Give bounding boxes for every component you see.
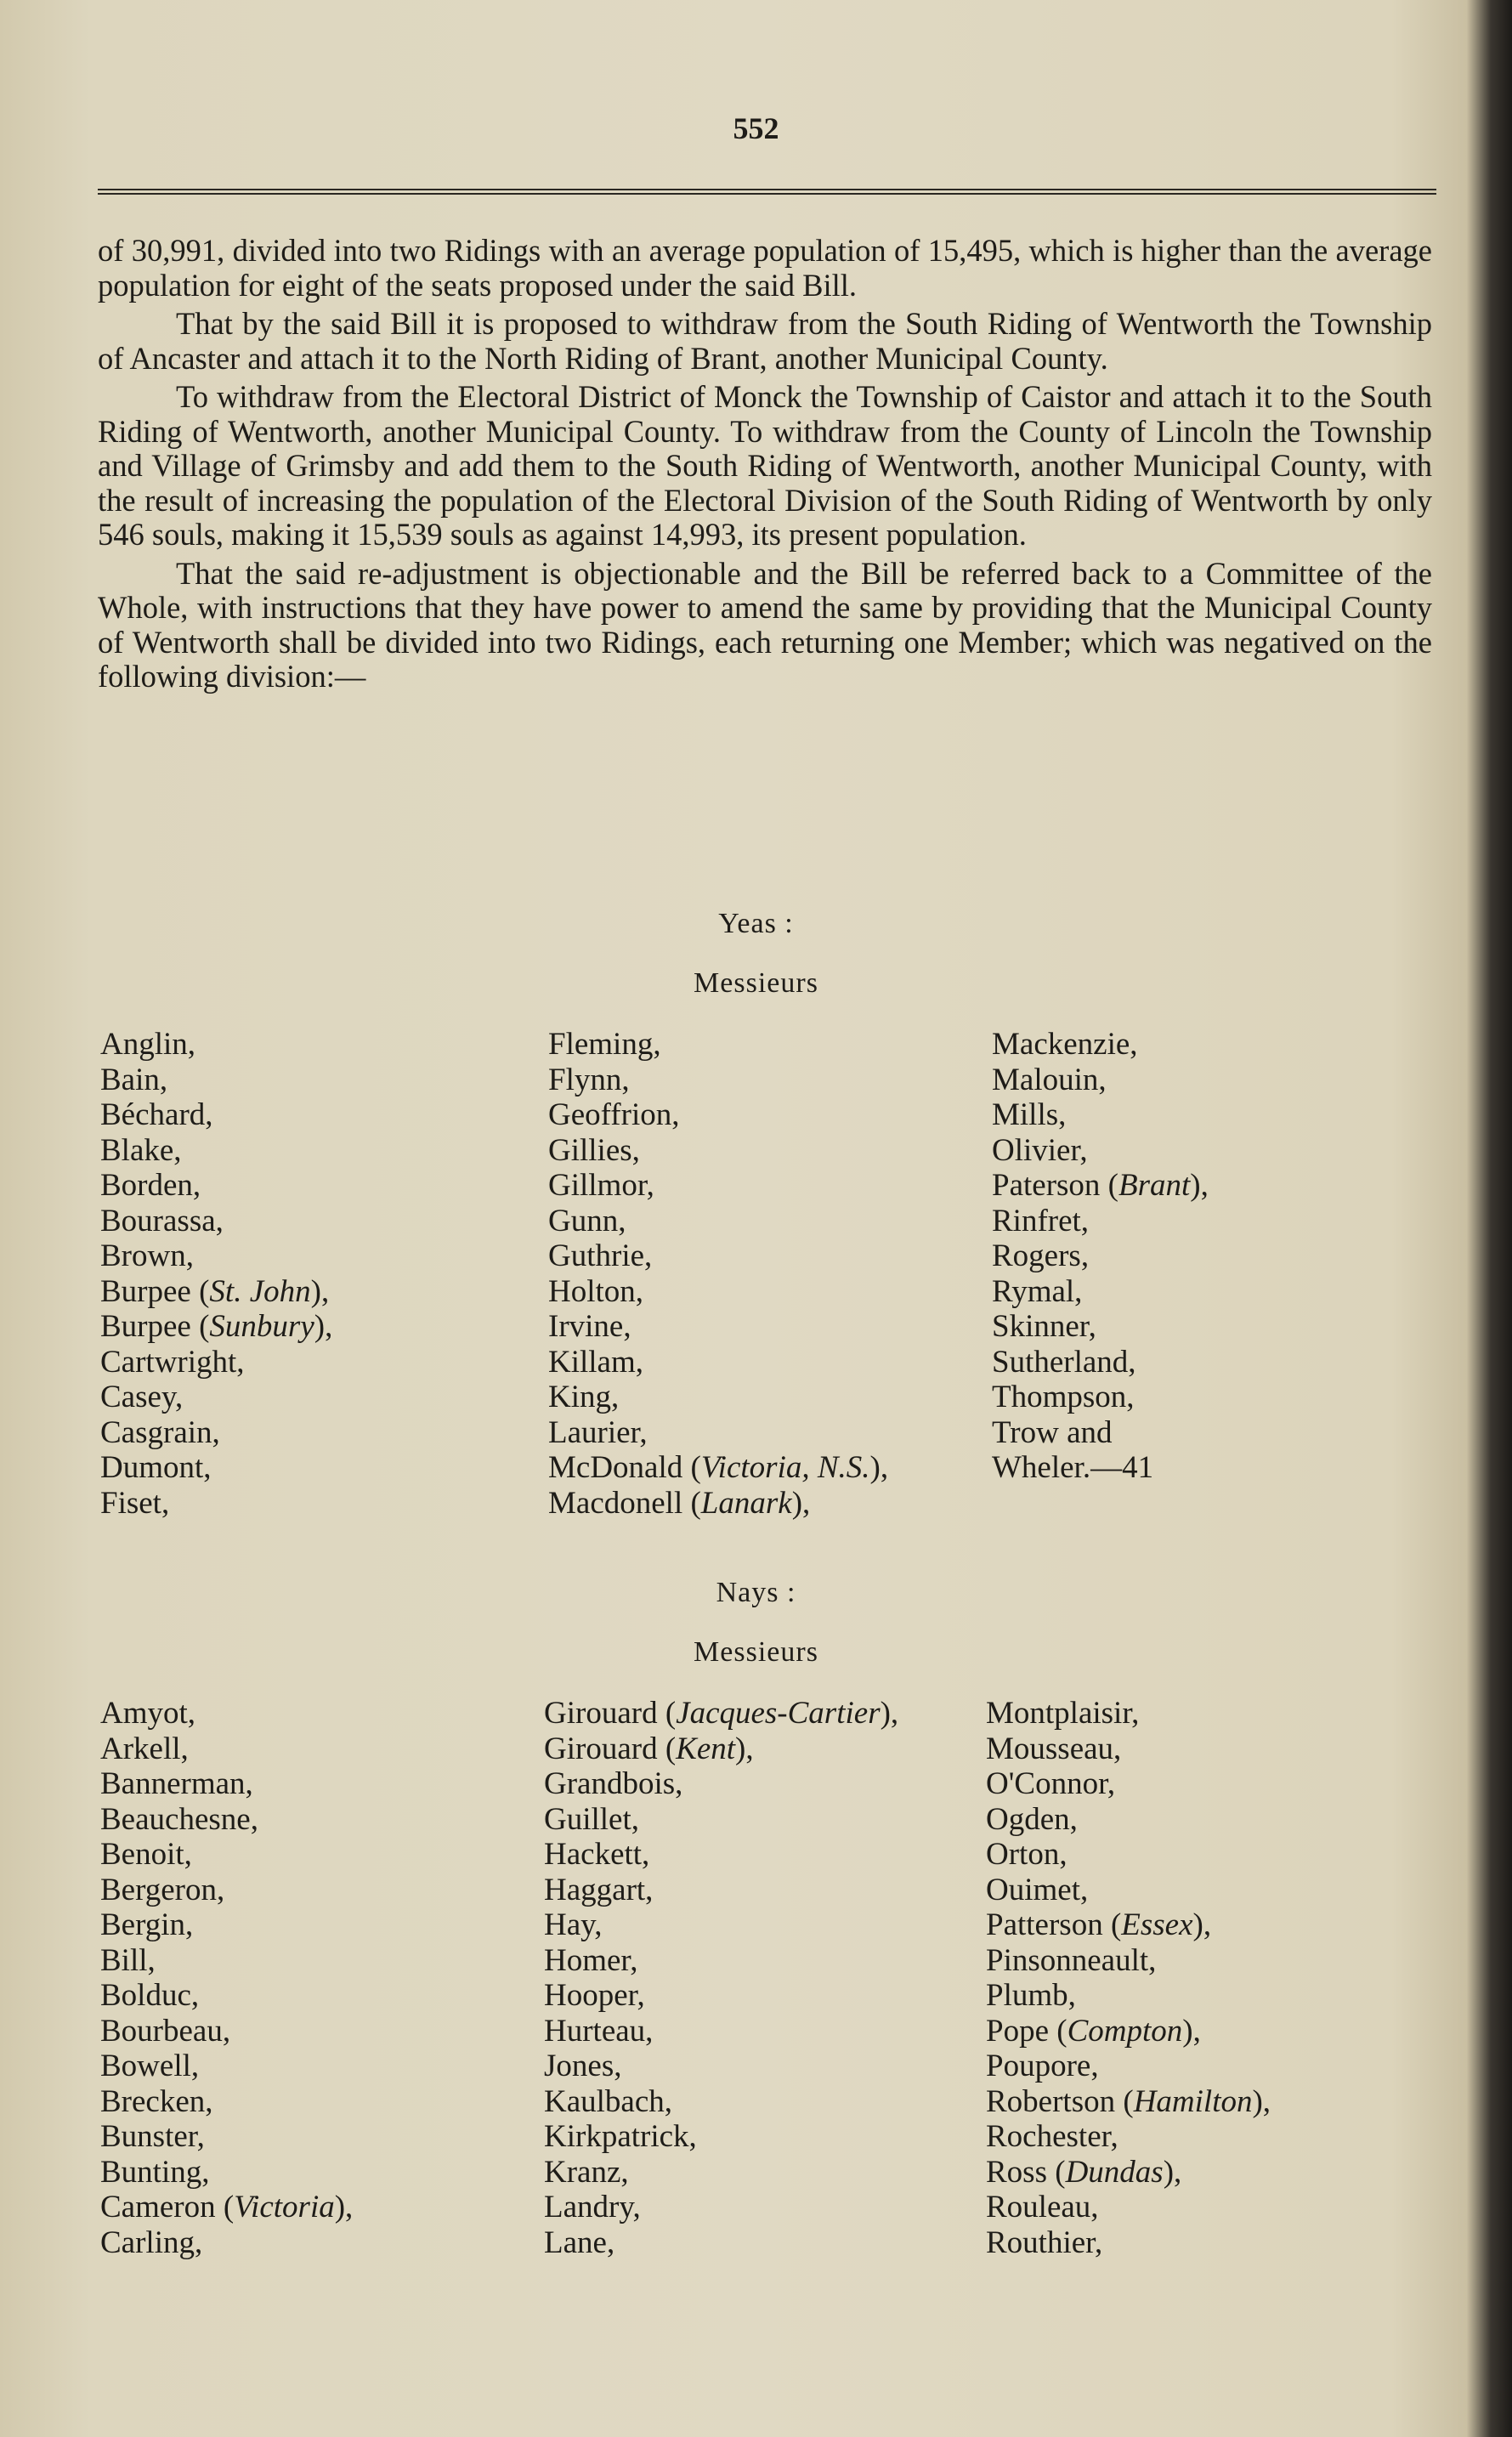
nays-column-3 — [986, 1696, 1271, 2260]
member-name: Bowell, — [100, 2049, 200, 2083]
member-name: Guthrie, — [548, 1238, 653, 1273]
member-name: Anglin, — [100, 1027, 196, 1062]
page-number: 552 — [733, 111, 779, 145]
member-name: Killam, — [548, 1344, 644, 1380]
member-name: Ogden, — [986, 1801, 1078, 1837]
paragraph: That by the said Bill it is proposed to withdraw from the South Riding of Wentworth the Township of Ancaster and attach it to the North Riding of Brant, another Municipal County. — [98, 306, 1432, 376]
member-name: Arkell, — [100, 1731, 189, 1766]
paragraph: of 30,991, divided into two Ridings with an average population of 15,495, which is higher than the average population for eight of the seats proposed under the said Bill. — [98, 233, 1432, 303]
paragraph: That the said re-adjustment is objectionable and the Bill be referred back to a Committee of the Whole, with instructions that they have power to amend the same by providing that the Municipal County of Wentworth shall be divided into two Ridings, each returning one Member; which was negatived on the following division:— — [98, 555, 1432, 694]
yeas-subheading: Messieurs — [694, 967, 818, 999]
member-name: Hackett, — [544, 1837, 650, 1872]
member-name: Jones, — [544, 2049, 622, 2083]
member-name: Holton, — [548, 1273, 644, 1309]
member-name: Casgrain, — [100, 1414, 220, 1450]
nays-list — [0, 1696, 1512, 2291]
member-name: Haggart, — [544, 1872, 654, 1907]
member-name: Pinsonneault, — [986, 1942, 1157, 1978]
member-name: Dumont, — [100, 1450, 212, 1485]
member-name: Bill, — [100, 1942, 156, 1978]
member-name: Sutherland, — [992, 1344, 1136, 1380]
yeas-column-1 — [100, 1027, 332, 1521]
member-name: Fiset, — [100, 1485, 170, 1521]
member-name: Guillet, — [544, 1801, 640, 1837]
member-name: Girouard (Kent), — [544, 1731, 754, 1766]
member-name: Rinfret, — [992, 1203, 1090, 1238]
member-name: Olivier, — [992, 1132, 1088, 1168]
member-name: Ross (Dundas), — [986, 2154, 1182, 2190]
member-name: Mackenzie, — [992, 1027, 1138, 1062]
member-name: Rogers, — [992, 1238, 1090, 1273]
yeas-column-2 — [548, 1027, 888, 1521]
yeas-list — [0, 1027, 1512, 1537]
member-name: Kirkpatrick, — [544, 2119, 697, 2154]
member-name: Bunster, — [100, 2119, 205, 2154]
member-name: Kaulbach, — [544, 2083, 673, 2119]
member-name: Macdonell (Lanark), — [548, 1485, 811, 1521]
member-name: Burpee (St. John), — [100, 1273, 330, 1309]
member-name: Cartwright, — [100, 1344, 245, 1380]
member-name: Geoffrion, — [548, 1097, 680, 1132]
member-name: Mousseau, — [986, 1731, 1122, 1766]
member-name: Trow and — [992, 1414, 1113, 1450]
member-name: Wheler.—41 — [992, 1450, 1154, 1485]
member-name: Béchard, — [100, 1097, 213, 1132]
member-name: Benoit, — [100, 1837, 192, 1872]
member-name: Poupore, — [986, 2049, 1099, 2083]
nays-column-1 — [100, 1696, 353, 2260]
member-name: Grandbois, — [544, 1766, 683, 1801]
member-name: Gillies, — [548, 1132, 640, 1168]
member-name: Blake, — [100, 1132, 182, 1168]
member-name: Bain, — [100, 1062, 168, 1097]
member-name: Irvine, — [548, 1309, 631, 1344]
member-name: Landry, — [544, 2190, 641, 2224]
member-name: Bourbeau, — [100, 2013, 231, 2049]
member-name: McDonald (Victoria, N.S.), — [548, 1450, 889, 1485]
member-name: Patterson (Essex), — [986, 1907, 1212, 1942]
body-text — [98, 234, 1432, 699]
member-name: Orton, — [986, 1837, 1067, 1872]
member-name: Cameron (Victoria), — [100, 2190, 354, 2224]
member-name: Burpee (Sunbury), — [100, 1309, 333, 1344]
yeas-heading: Yeas : — [718, 908, 794, 939]
member-name: Casey, — [100, 1380, 184, 1414]
member-name: Lane, — [544, 2224, 615, 2260]
member-name: O'Connor, — [986, 1766, 1116, 1801]
member-name: Bunting, — [100, 2154, 210, 2190]
member-name: Plumb, — [986, 1978, 1076, 2013]
nays-heading: Nays : — [716, 1577, 796, 1608]
member-name: Skinner, — [992, 1309, 1096, 1344]
member-name: Girouard (Jacques-Cartier), — [544, 1696, 899, 1731]
member-name: Homer, — [544, 1942, 638, 1978]
member-name: Beauchesne, — [100, 1801, 258, 1837]
member-name: Pope (Compton), — [986, 2013, 1201, 2049]
member-name: Montplaisir, — [986, 1696, 1140, 1731]
member-name: Hooper, — [544, 1978, 645, 2013]
member-name: Bourassa, — [100, 1203, 224, 1238]
member-name: Rouleau, — [986, 2190, 1099, 2224]
member-name: Thompson, — [992, 1380, 1135, 1414]
member-name: Rymal, — [992, 1273, 1083, 1309]
member-name: Paterson (Brant), — [992, 1168, 1209, 1203]
member-name: Carling, — [100, 2224, 203, 2260]
member-name: Flynn, — [548, 1062, 630, 1097]
member-name: Brown, — [100, 1238, 194, 1273]
member-name: Hurteau, — [544, 2013, 654, 2049]
member-name: Bergin, — [100, 1907, 194, 1942]
member-name: King, — [548, 1380, 620, 1414]
member-name: Amyot, — [100, 1696, 196, 1731]
member-name: Hay, — [544, 1907, 603, 1942]
member-name: Gillmor, — [548, 1168, 654, 1203]
member-name: Gunn, — [548, 1203, 626, 1238]
member-name: Laurier, — [548, 1414, 648, 1450]
member-name: Ouimet, — [986, 1872, 1089, 1907]
member-name: Fleming, — [548, 1027, 661, 1062]
member-name: Routhier, — [986, 2224, 1103, 2260]
member-name: Bolduc, — [100, 1978, 200, 2013]
header-rule — [98, 189, 1436, 197]
nays-column-2 — [544, 1696, 898, 2260]
member-name: Brecken, — [100, 2083, 213, 2119]
nays-subheading: Messieurs — [694, 1636, 818, 1668]
member-name: Borden, — [100, 1168, 201, 1203]
member-name: Bannerman, — [100, 1766, 253, 1801]
yeas-column-3 — [992, 1027, 1209, 1486]
member-name: Rochester, — [986, 2119, 1118, 2154]
member-name: Kranz, — [544, 2154, 629, 2190]
paragraph: To withdraw from the Electoral District of Monck the Township of Caistor and attach it to the South Riding of Wentworth, another Municipal County. To withdraw from the County of Lincoln the Township and Village of Grimsby and add them to the South Riding of Wentworth, another Municipal County, with the result of increasing the population of the Electoral Division of the South Riding of Wentworth by only 546 souls, making it 15,539 souls as against 14,993, its present population. — [98, 379, 1432, 552]
member-name: Malouin, — [992, 1062, 1107, 1097]
member-name: Robertson (Hamilton), — [986, 2083, 1271, 2119]
member-name: Mills, — [992, 1097, 1067, 1132]
member-name: Bergeron, — [100, 1872, 225, 1907]
